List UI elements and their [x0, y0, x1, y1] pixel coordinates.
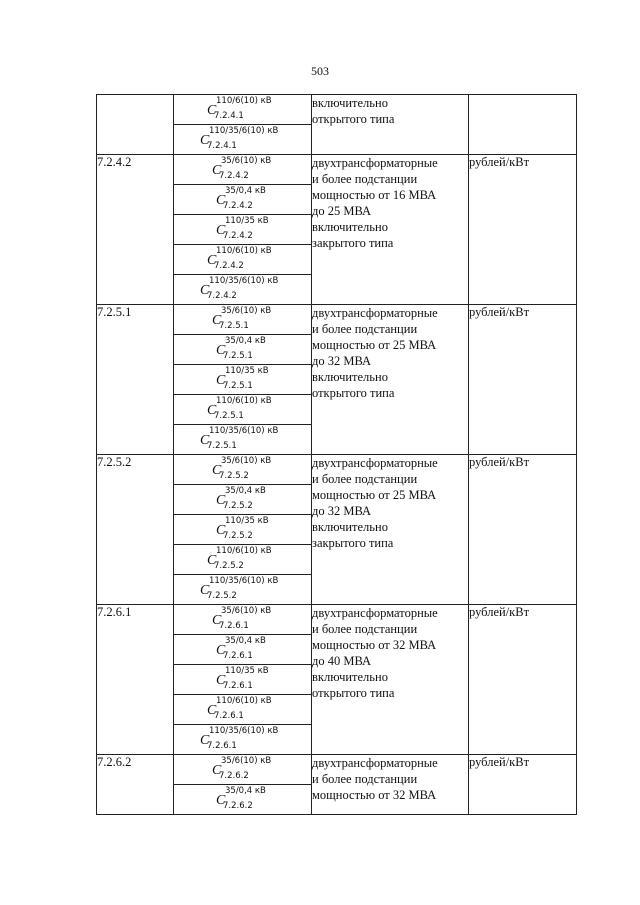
symbol-superscript: 110/35/6(10) кВ	[209, 576, 279, 586]
rate-symbol	[174, 425, 311, 454]
symbol-letter: C	[200, 133, 210, 148]
symbol-subscript: 7.2.5.1	[223, 381, 253, 391]
symbol-subscript: 7.2.5.1	[207, 441, 237, 451]
description-line: закрытого типа	[312, 536, 394, 550]
substation-description	[312, 455, 469, 605]
rate-symbol	[174, 515, 311, 544]
item-number	[97, 95, 174, 155]
symbol-letter: C	[216, 643, 226, 658]
description-line: до 40 МВА	[312, 654, 372, 668]
symbol-superscript: 35/0,4 кВ	[225, 636, 266, 646]
description-line: и более подстанции	[312, 622, 418, 636]
description-line: мощностью от 25 МВА	[312, 338, 437, 352]
item-number: 7.2.4.2	[97, 155, 174, 305]
rate-symbol	[174, 785, 311, 814]
symbol-superscript: 35/0,4 кВ	[225, 486, 266, 496]
substation-description	[312, 605, 469, 755]
rate-symbol-cell	[174, 785, 312, 815]
symbol-letter: C	[212, 613, 222, 628]
symbol-letter: C	[216, 343, 226, 358]
rate-symbol-cell	[174, 755, 312, 785]
symbol-letter: C	[216, 493, 226, 508]
unit-of-measure: рублей/кВт	[469, 755, 577, 815]
symbol-superscript: 35/6(10) кВ	[221, 606, 272, 616]
symbol-superscript: 35/0,4 кВ	[225, 336, 266, 346]
symbol-letter: C	[200, 283, 210, 298]
symbol-superscript: 110/6(10) кВ	[216, 96, 272, 106]
description-line: двухтрансформаторные	[312, 756, 438, 770]
symbol-subscript: 7.2.5.2	[223, 531, 253, 541]
table-row	[97, 755, 577, 785]
symbol-letter: C	[200, 433, 210, 448]
symbol-subscript: 7.2.6.1	[207, 741, 237, 751]
symbol-letter: C	[216, 373, 226, 388]
rate-symbol-cell	[174, 665, 312, 695]
symbol-subscript: 7.2.6.1	[223, 651, 253, 661]
symbol-superscript: 110/35 кВ	[225, 366, 269, 376]
symbol-letter: C	[216, 673, 226, 688]
symbol-superscript: 110/6(10) кВ	[216, 546, 272, 556]
symbol-superscript: 35/6(10) кВ	[221, 756, 272, 766]
rate-symbol	[174, 335, 311, 364]
description-line: двухтрансформаторные	[312, 306, 438, 320]
table-row	[97, 605, 577, 635]
description-line: и более подстанции	[312, 172, 418, 186]
description-line: и более подстанции	[312, 772, 418, 786]
substation-description	[312, 755, 469, 815]
description-line: двухтрансформаторные	[312, 156, 438, 170]
rate-symbol	[174, 605, 311, 634]
symbol-superscript: 110/35/6(10) кВ	[209, 276, 279, 286]
rate-symbol	[174, 755, 311, 784]
symbol-superscript: 110/6(10) кВ	[216, 246, 272, 256]
rate-symbol-cell	[174, 485, 312, 515]
description-line: мощностью от 32 МВА	[312, 788, 437, 802]
rate-symbol	[174, 305, 311, 334]
rate-symbol	[174, 395, 311, 424]
rate-symbol-cell	[174, 545, 312, 575]
description-line: включительно	[312, 370, 388, 384]
description-line: включительно	[312, 520, 388, 534]
description-line: открытого типа	[312, 112, 395, 126]
rate-symbol	[174, 155, 311, 184]
symbol-subscript: 7.2.5.2	[207, 591, 237, 601]
symbol-letter: C	[216, 223, 226, 238]
description-line: мощностью от 16 МВА	[312, 188, 437, 202]
symbol-letter: C	[216, 193, 226, 208]
rate-symbol-cell	[174, 515, 312, 545]
symbol-subscript: 7.2.5.2	[223, 501, 253, 511]
symbol-letter: C	[212, 313, 222, 328]
table-row	[97, 155, 577, 185]
symbol-letter: C	[212, 763, 222, 778]
symbol-letter: C	[212, 463, 222, 478]
unit-of-measure: рублей/кВт	[469, 605, 577, 755]
symbol-superscript: 110/35 кВ	[225, 516, 269, 526]
item-number: 7.2.6.2	[97, 755, 174, 815]
rate-symbol-cell	[174, 95, 312, 125]
rate-symbol-cell	[174, 185, 312, 215]
symbol-subscript: 7.2.6.1	[214, 711, 244, 721]
symbol-subscript: 7.2.5.2	[219, 471, 249, 481]
symbol-superscript: 110/35/6(10) кВ	[209, 426, 279, 436]
symbol-letter: C	[207, 403, 217, 418]
rate-symbol-cell	[174, 275, 312, 305]
rate-symbol-cell	[174, 305, 312, 335]
unit-of-measure	[469, 95, 577, 155]
symbol-subscript: 7.2.4.2	[223, 231, 253, 241]
rate-symbol-cell	[174, 245, 312, 275]
description-line: и более подстанции	[312, 472, 418, 486]
table-row	[97, 455, 577, 485]
rate-symbol-cell	[174, 455, 312, 485]
rate-symbol	[174, 575, 311, 604]
symbol-letter: C	[200, 733, 210, 748]
rate-symbol-cell	[174, 125, 312, 155]
symbol-superscript: 110/35 кВ	[225, 216, 269, 226]
unit-of-measure: рублей/кВт	[469, 455, 577, 605]
symbol-subscript: 7.2.4.2	[223, 201, 253, 211]
symbol-subscript: 7.2.6.1	[219, 621, 249, 631]
symbol-subscript: 7.2.5.2	[214, 561, 244, 571]
description-line: двухтрансформаторные	[312, 606, 438, 620]
rate-symbol	[174, 665, 311, 694]
symbol-letter: C	[212, 163, 222, 178]
symbol-subscript: 7.2.6.2	[219, 771, 249, 781]
rate-symbol-cell	[174, 365, 312, 395]
symbol-subscript: 7.2.4.2	[214, 261, 244, 271]
page-number: 503	[311, 64, 329, 78]
description-line: включительно	[312, 220, 388, 234]
rate-symbol-cell	[174, 335, 312, 365]
rate-symbol	[174, 635, 311, 664]
symbol-letter: C	[207, 253, 217, 268]
item-number: 7.2.6.1	[97, 605, 174, 755]
substation-description	[312, 305, 469, 455]
symbol-subscript: 7.2.5.1	[223, 351, 253, 361]
description-line: открытого типа	[312, 686, 395, 700]
rate-symbol	[174, 245, 311, 274]
description-line: мощностью от 25 МВА	[312, 488, 437, 502]
rate-symbol-cell	[174, 425, 312, 455]
symbol-subscript: 7.2.4.1	[214, 111, 244, 121]
rate-symbol-cell	[174, 695, 312, 725]
rate-symbol-cell	[174, 635, 312, 665]
symbol-letter: C	[200, 583, 210, 598]
rate-symbol	[174, 725, 311, 754]
substation-description	[312, 95, 469, 155]
symbol-superscript: 35/0,4 кВ	[225, 786, 266, 796]
rate-symbol	[174, 455, 311, 484]
symbol-superscript: 110/6(10) кВ	[216, 396, 272, 406]
unit-of-measure: рублей/кВт	[469, 305, 577, 455]
rate-symbol-cell	[174, 215, 312, 245]
rate-symbol-cell	[174, 725, 312, 755]
description-line: мощностью от 32 МВА	[312, 638, 437, 652]
rate-symbol	[174, 695, 311, 724]
table-row	[97, 305, 577, 335]
unit-of-measure: рублей/кВт	[469, 155, 577, 305]
rate-symbol	[174, 365, 311, 394]
symbol-letter: C	[207, 703, 217, 718]
symbol-subscript: 7.2.4.2	[219, 171, 249, 181]
symbol-subscript: 7.2.5.1	[219, 321, 249, 331]
rate-symbol	[174, 125, 311, 154]
rate-symbol	[174, 545, 311, 574]
table-row	[97, 95, 577, 125]
symbol-superscript: 110/35/6(10) кВ	[209, 126, 279, 136]
rate-symbol	[174, 95, 311, 124]
symbol-subscript: 7.2.6.1	[223, 681, 253, 691]
description-line: до 32 МВА	[312, 354, 372, 368]
tariff-table	[96, 94, 577, 815]
rate-symbol-cell	[174, 395, 312, 425]
rate-symbol-cell	[174, 575, 312, 605]
rate-symbol	[174, 485, 311, 514]
rate-symbol	[174, 215, 311, 244]
item-number: 7.2.5.1	[97, 305, 174, 455]
description-line: открытого типа	[312, 386, 395, 400]
rate-symbol	[174, 185, 311, 214]
symbol-superscript: 35/6(10) кВ	[221, 156, 272, 166]
symbol-superscript: 110/35 кВ	[225, 666, 269, 676]
item-number: 7.2.5.2	[97, 455, 174, 605]
description-line: закрытого типа	[312, 236, 394, 250]
symbol-subscript: 7.2.4.2	[207, 291, 237, 301]
symbol-letter: C	[216, 793, 226, 808]
description-line: до 25 МВА	[312, 204, 372, 218]
substation-description	[312, 155, 469, 305]
symbol-superscript: 35/6(10) кВ	[221, 456, 272, 466]
description-line: и более подстанции	[312, 322, 418, 336]
description-line: до 32 МВА	[312, 504, 372, 518]
symbol-letter: C	[207, 103, 217, 118]
symbol-superscript: 35/0,4 кВ	[225, 186, 266, 196]
symbol-letter: C	[216, 523, 226, 538]
rate-symbol	[174, 275, 311, 304]
description-line: включительно	[312, 96, 388, 110]
rate-symbol-cell	[174, 155, 312, 185]
symbol-superscript: 110/35/6(10) кВ	[209, 726, 279, 736]
description-line: включительно	[312, 670, 388, 684]
symbol-letter: C	[207, 553, 217, 568]
symbol-superscript: 110/6(10) кВ	[216, 696, 272, 706]
symbol-subscript: 7.2.6.2	[223, 801, 253, 811]
description-line: двухтрансформаторные	[312, 456, 438, 470]
rate-symbol-cell	[174, 605, 312, 635]
symbol-subscript: 7.2.5.1	[214, 411, 244, 421]
symbol-subscript: 7.2.4.1	[207, 141, 237, 151]
symbol-superscript: 35/6(10) кВ	[221, 306, 272, 316]
